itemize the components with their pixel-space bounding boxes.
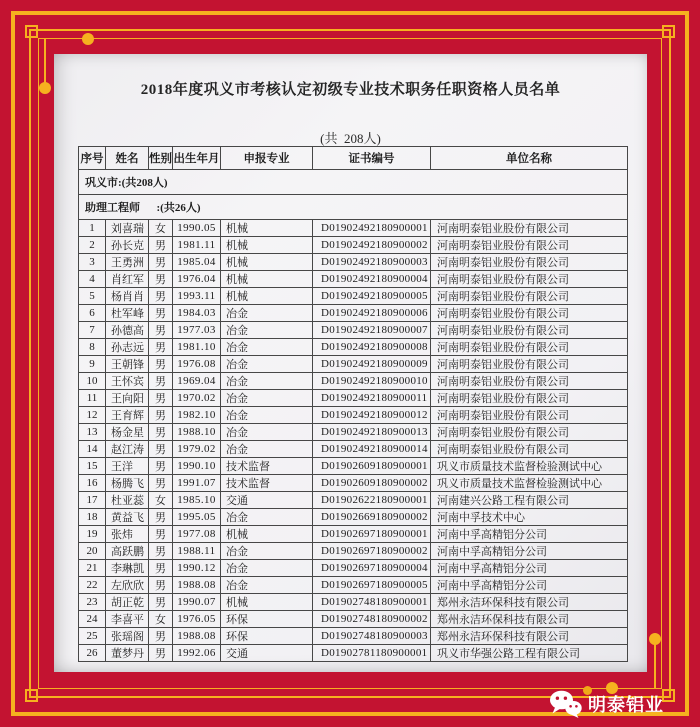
cell-index: 14: [79, 441, 106, 458]
cell-index: 1: [79, 220, 106, 237]
cell-company: 河南明泰铝业股份有限公司: [431, 424, 628, 441]
cell-major: 交通: [221, 492, 313, 509]
cell-index: 2: [79, 237, 106, 254]
cell-cert-number: D01902748180900003: [313, 628, 431, 645]
cell-cert-number: D01902492180900012: [313, 407, 431, 424]
cell-cert-number: D01902748180900002: [313, 611, 431, 628]
cell-major: 冶金: [221, 407, 313, 424]
cell-company: 河南明泰铝业股份有限公司: [431, 339, 628, 356]
table-row: [79, 543, 628, 560]
cell-gender: 男: [149, 356, 173, 373]
cell-gender: 男: [149, 458, 173, 475]
cell-name: 李喜平: [106, 611, 149, 628]
cell-index: 8: [79, 339, 106, 356]
cell-cert-number: D01902492180900001: [313, 220, 431, 237]
cell-company: 河南明泰铝业股份有限公司: [431, 322, 628, 339]
cell-major: 技术监督: [221, 458, 313, 475]
cell-major: 机械: [221, 594, 313, 611]
cell-birthdate: 1976.05: [173, 611, 221, 628]
cell-company: 河南建兴公路工程有限公司: [431, 492, 628, 509]
column-header-3: 出生年月: [173, 147, 221, 170]
cell-birthdate: 1988.08: [173, 628, 221, 645]
cell-major: 冶金: [221, 543, 313, 560]
cell-gender: 男: [149, 288, 173, 305]
table-row: [79, 645, 628, 662]
cell-birthdate: 1988.11: [173, 543, 221, 560]
column-header-4: 申报专业: [221, 147, 313, 170]
cell-birthdate: 1981.10: [173, 339, 221, 356]
cell-name: 杜亚蕊: [106, 492, 149, 509]
cell-gender: 男: [149, 322, 173, 339]
dot-ornament-icon: [82, 33, 94, 45]
cell-major: 冶金: [221, 424, 313, 441]
cell-birthdate: 1988.10: [173, 424, 221, 441]
cell-index: 22: [79, 577, 106, 594]
cell-name: 孙德高: [106, 322, 149, 339]
table-row: [79, 288, 628, 305]
cell-gender: 男: [149, 628, 173, 645]
table-row: [79, 407, 628, 424]
cell-name: 左欣欣: [106, 577, 149, 594]
table-row: [79, 322, 628, 339]
cell-gender: 男: [149, 305, 173, 322]
cell-birthdate: 1993.11: [173, 288, 221, 305]
cell-cert-number: D01902622180900001: [313, 492, 431, 509]
cell-major: 机械: [221, 288, 313, 305]
cell-name: 杨肖肖: [106, 288, 149, 305]
cell-cert-number: D01902609180900001: [313, 458, 431, 475]
cell-name: 刘喜瑞: [106, 220, 149, 237]
cell-birthdate: 1988.08: [173, 577, 221, 594]
cell-name: 赵江涛: [106, 441, 149, 458]
cell-cert-number: D01902492180900011: [313, 390, 431, 407]
cell-index: 26: [79, 645, 106, 662]
cell-index: 17: [79, 492, 106, 509]
table-row: [79, 390, 628, 407]
table-row: [79, 356, 628, 373]
cell-major: 环保: [221, 628, 313, 645]
cell-cert-number: D01902492180900002: [313, 237, 431, 254]
dot-ornament-icon: [583, 686, 592, 695]
cell-birthdate: 1979.02: [173, 441, 221, 458]
cell-cert-number: D01902492180900009: [313, 356, 431, 373]
table-row: [79, 492, 628, 509]
cell-company: 河南明泰铝业股份有限公司: [431, 271, 628, 288]
cell-gender: 男: [149, 407, 173, 424]
cell-major: 冶金: [221, 390, 313, 407]
table-row: [79, 577, 628, 594]
cell-birthdate: 1990.05: [173, 220, 221, 237]
cell-major: 冶金: [221, 441, 313, 458]
cell-name: 王怀宾: [106, 373, 149, 390]
cell-major: 冶金: [221, 577, 313, 594]
cell-index: 24: [79, 611, 106, 628]
ornament-line: [44, 39, 46, 85]
cell-birthdate: 1992.06: [173, 645, 221, 662]
cell-company: 郑州永洁环保科技有限公司: [431, 628, 628, 645]
ornament-line: [654, 642, 656, 688]
cell-cert-number: D01902609180900002: [313, 475, 431, 492]
wechat-icon: [549, 690, 582, 718]
cell-company: 河南明泰铝业股份有限公司: [431, 288, 628, 305]
cell-index: 25: [79, 628, 106, 645]
corner-ornament-icon: [25, 25, 38, 38]
cell-major: 机械: [221, 526, 313, 543]
cell-birthdate: 1984.03: [173, 305, 221, 322]
cell-company: 河南中孚高精铝分公司: [431, 560, 628, 577]
cell-company: 河南明泰铝业股份有限公司: [431, 407, 628, 424]
cell-name: 王向阳: [106, 390, 149, 407]
dot-ornament-icon: [649, 633, 661, 645]
personnel-table: [78, 146, 628, 662]
brand-label: 明泰铝业: [588, 695, 664, 715]
cell-birthdate: 1985.10: [173, 492, 221, 509]
cell-gender: 男: [149, 560, 173, 577]
cell-name: 王勇洲: [106, 254, 149, 271]
cell-name: 张瑶阁: [106, 628, 149, 645]
cell-major: 冶金: [221, 560, 313, 577]
cell-index: 4: [79, 271, 106, 288]
cell-index: 3: [79, 254, 106, 271]
cell-name: 杨金星: [106, 424, 149, 441]
cell-cert-number: D01902697180900005: [313, 577, 431, 594]
cell-gender: 男: [149, 390, 173, 407]
table-row: [79, 220, 628, 237]
cell-gender: 男: [149, 271, 173, 288]
column-header-6: 单位名称: [431, 147, 628, 170]
cell-company: 河南中孚高精铝分公司: [431, 577, 628, 594]
cell-name: 王洋: [106, 458, 149, 475]
cell-company: 河南明泰铝业股份有限公司: [431, 254, 628, 271]
cell-gender: 男: [149, 424, 173, 441]
cell-gender: 女: [149, 220, 173, 237]
cell-company: 巩义市质量技术监督检验测试中心: [431, 458, 628, 475]
table-row: [79, 560, 628, 577]
cell-name: 孙长克: [106, 237, 149, 254]
corner-ornament-icon: [25, 689, 38, 702]
cell-gender: 男: [149, 594, 173, 611]
cell-index: 9: [79, 356, 106, 373]
cell-birthdate: 1985.04: [173, 254, 221, 271]
cell-name: 李琳凯: [106, 560, 149, 577]
table-header: [79, 147, 628, 170]
cell-major: 冶金: [221, 339, 313, 356]
cell-major: 机械: [221, 220, 313, 237]
cell-birthdate: 1977.08: [173, 526, 221, 543]
section-rank: [79, 195, 628, 220]
cell-cert-number: D01902492180900008: [313, 339, 431, 356]
cell-index: 11: [79, 390, 106, 407]
cell-cert-number: D01902697180900004: [313, 560, 431, 577]
cell-cert-number: D01902492180900007: [313, 322, 431, 339]
cell-cert-number: D01902492180900006: [313, 305, 431, 322]
table-row: [79, 424, 628, 441]
cell-cert-number: D01902492180900010: [313, 373, 431, 390]
cell-major: 冶金: [221, 356, 313, 373]
section-city-label: 巩义市:(共208人): [79, 170, 628, 195]
cell-index: 16: [79, 475, 106, 492]
cell-index: 15: [79, 458, 106, 475]
table-row: [79, 458, 628, 475]
column-header-1: 姓名: [106, 147, 149, 170]
cell-name: 张炜: [106, 526, 149, 543]
cell-gender: 男: [149, 577, 173, 594]
cell-major: 冶金: [221, 305, 313, 322]
cell-company: 郑州永洁环保科技有限公司: [431, 611, 628, 628]
cell-cert-number: D01902492180900003: [313, 254, 431, 271]
dot-ornament-icon: [39, 82, 51, 94]
cell-index: 5: [79, 288, 106, 305]
table-row: [79, 271, 628, 288]
cell-birthdate: 1976.04: [173, 271, 221, 288]
cell-company: 河南明泰铝业股份有限公司: [431, 390, 628, 407]
cell-gender: 男: [149, 441, 173, 458]
cell-name: 杜军峰: [106, 305, 149, 322]
cell-company: 河南明泰铝业股份有限公司: [431, 373, 628, 390]
cell-name: 胡正乾: [106, 594, 149, 611]
table-row: [79, 509, 628, 526]
cell-name: 肖红军: [106, 271, 149, 288]
cell-company: 巩义市华强公路工程有限公司: [431, 645, 628, 662]
cell-gender: 男: [149, 373, 173, 390]
cell-index: 21: [79, 560, 106, 577]
cell-gender: 男: [149, 339, 173, 356]
table-row: [79, 628, 628, 645]
cell-gender: 女: [149, 492, 173, 509]
cell-major: 交通: [221, 645, 313, 662]
cell-birthdate: 1990.12: [173, 560, 221, 577]
cell-gender: 男: [149, 254, 173, 271]
cell-name: 王育辉: [106, 407, 149, 424]
cell-cert-number: D01902748180900001: [313, 594, 431, 611]
cell-gender: 男: [149, 509, 173, 526]
cell-cert-number: D01902697180900001: [313, 526, 431, 543]
cell-birthdate: 1976.08: [173, 356, 221, 373]
cell-company: 河南明泰铝业股份有限公司: [431, 305, 628, 322]
cell-gender: 男: [149, 543, 173, 560]
cell-name: 黄益飞: [106, 509, 149, 526]
table-row: [79, 526, 628, 543]
cell-major: 冶金: [221, 322, 313, 339]
cell-major: 机械: [221, 237, 313, 254]
cell-index: 13: [79, 424, 106, 441]
cell-company: 河南明泰铝业股份有限公司: [431, 356, 628, 373]
cell-birthdate: 1991.07: [173, 475, 221, 492]
cell-major: 机械: [221, 254, 313, 271]
cell-name: 董梦丹: [106, 645, 149, 662]
cell-company: 河南明泰铝业股份有限公司: [431, 441, 628, 458]
wechat-brand-badge: [549, 689, 664, 719]
cell-index: 10: [79, 373, 106, 390]
cell-index: 7: [79, 322, 106, 339]
cell-birthdate: 1995.05: [173, 509, 221, 526]
cell-gender: 男: [149, 645, 173, 662]
corner-ornament-icon: [662, 25, 675, 38]
cell-major: 环保: [221, 611, 313, 628]
cell-company: 河南明泰铝业股份有限公司: [431, 220, 628, 237]
cell-index: 20: [79, 543, 106, 560]
cell-cert-number: D01902697180900002: [313, 543, 431, 560]
cell-gender: 男: [149, 237, 173, 254]
table-row: [79, 611, 628, 628]
cell-cert-number: D01902492180900004: [313, 271, 431, 288]
cell-index: 6: [79, 305, 106, 322]
cell-birthdate: 1969.04: [173, 373, 221, 390]
total-count: (共 208人): [320, 131, 381, 146]
cell-cert-number: D01902781180900001: [313, 645, 431, 662]
cell-company: 郑州永洁环保科技有限公司: [431, 594, 628, 611]
cell-birthdate: 1977.03: [173, 322, 221, 339]
cell-gender: 女: [149, 611, 173, 628]
cell-major: 技术监督: [221, 475, 313, 492]
cell-company: 河南明泰铝业股份有限公司: [431, 237, 628, 254]
cell-cert-number: D01902492180900013: [313, 424, 431, 441]
table-row: [79, 305, 628, 322]
table-row: [79, 441, 628, 458]
cell-cert-number: D01902492180900014: [313, 441, 431, 458]
cell-birthdate: 1990.07: [173, 594, 221, 611]
section-rank-label: 助理工程师 :(共26人): [79, 195, 628, 220]
cell-company: 河南中孚高精铝分公司: [431, 543, 628, 560]
cell-birthdate: 1981.11: [173, 237, 221, 254]
cell-index: 12: [79, 407, 106, 424]
cell-birthdate: 1982.10: [173, 407, 221, 424]
cell-major: 冶金: [221, 509, 313, 526]
cell-index: 19: [79, 526, 106, 543]
scanned-document: [54, 54, 647, 672]
table-row: [79, 254, 628, 271]
cell-name: 杨腾飞: [106, 475, 149, 492]
cell-company: 巩义市质量技术监督检验测试中心: [431, 475, 628, 492]
cell-name: 高跃鹏: [106, 543, 149, 560]
cell-gender: 男: [149, 475, 173, 492]
section-city: [79, 170, 628, 195]
cell-cert-number: D01902669180900002: [313, 509, 431, 526]
cell-major: 冶金: [221, 373, 313, 390]
cell-gender: 男: [149, 526, 173, 543]
column-header-5: 证书编号: [313, 147, 431, 170]
cell-index: 18: [79, 509, 106, 526]
table-row: [79, 237, 628, 254]
cell-index: 23: [79, 594, 106, 611]
cell-birthdate: 1970.02: [173, 390, 221, 407]
cell-company: 河南中孚技术中心: [431, 509, 628, 526]
table-row: [79, 373, 628, 390]
table-row: [79, 339, 628, 356]
column-header-2: 性别: [149, 147, 173, 170]
column-header-0: 序号: [79, 147, 106, 170]
table-row: [79, 475, 628, 492]
cell-name: 王朝锋: [106, 356, 149, 373]
cell-company: 河南中孚高精铝分公司: [431, 526, 628, 543]
cell-major: 机械: [221, 271, 313, 288]
cell-cert-number: D01902492180900005: [313, 288, 431, 305]
cell-birthdate: 1990.10: [173, 458, 221, 475]
cell-name: 孙志远: [106, 339, 149, 356]
page-title: 2018年度巩义市考核认定初级专业技术职务任职资格人员名单: [140, 82, 561, 98]
table-row: [79, 594, 628, 611]
